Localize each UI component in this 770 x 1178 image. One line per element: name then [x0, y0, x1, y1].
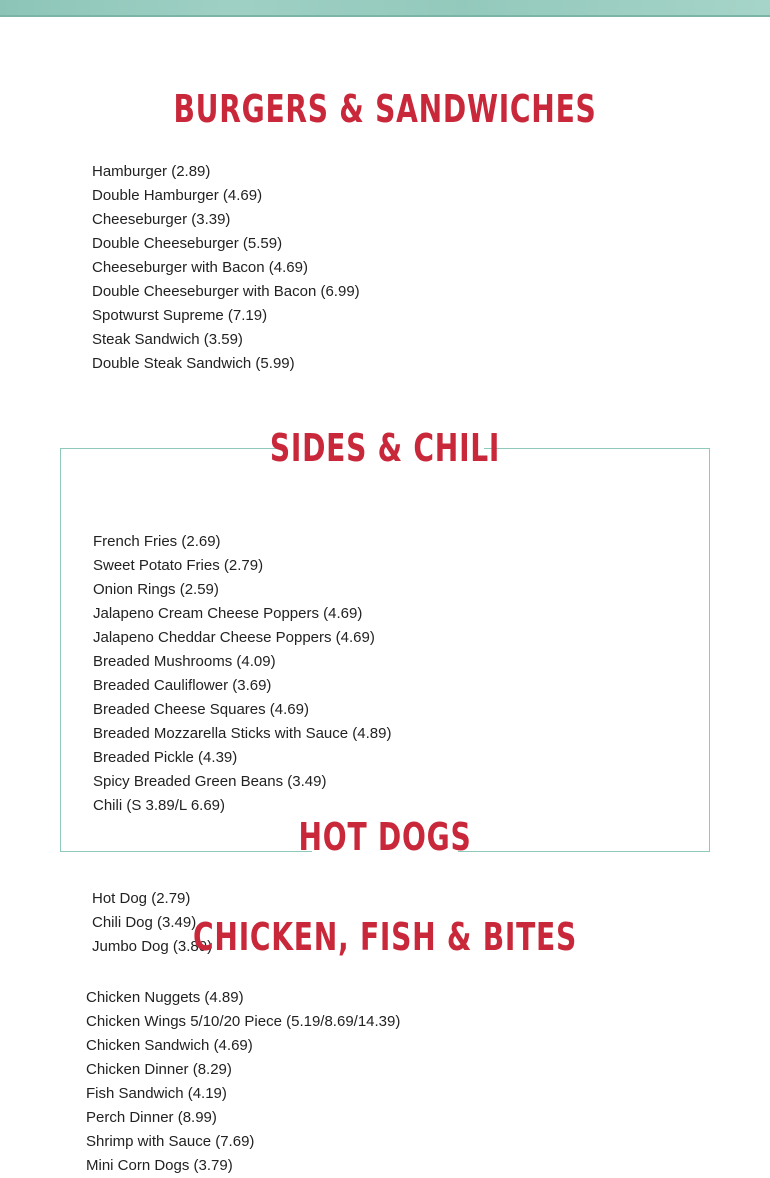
burgers-list — [92, 160, 360, 376]
section-title-burgers: BURGERS & SANDWICHES — [173, 87, 597, 131]
menu-item: Steak Sandwich (3.59) — [92, 331, 243, 348]
menu-item: Fish Sandwich (4.19) — [86, 1085, 227, 1102]
menu-item: Jalapeno Cheddar Cheese Poppers (4.69) — [93, 629, 375, 646]
menu-item: Chicken Wings 5/10/20 Piece (5.19/8.69/14.39) — [86, 1013, 401, 1030]
section-title-sides: SIDES & CHILI — [269, 426, 501, 470]
sides-list — [93, 530, 391, 818]
menu-item: Jalapeno Cream Cheese Poppers (4.69) — [93, 605, 363, 622]
menu-item: Double Hamburger (4.69) — [92, 187, 263, 204]
menu-item: Chili Dog (3.49) — [92, 914, 197, 931]
menu-item: Double Cheeseburger with Bacon (6.99) — [92, 283, 360, 300]
menu-item: Sweet Potato Fries (2.79) — [93, 557, 264, 574]
menu-item: Spotwurst Supreme (7.19) — [92, 307, 268, 324]
menu-item: Double Cheeseburger (5.59) — [92, 235, 283, 252]
menu-item: French Fries (2.69) — [93, 533, 221, 550]
menu-item: Spicy Breaded Green Beans (3.49) — [93, 773, 327, 790]
chicken-list — [86, 986, 400, 1178]
menu-item: Mini Corn Dogs (3.79) — [86, 1157, 233, 1174]
menu-item: Breaded Cheese Squares (4.69) — [93, 701, 309, 718]
menu-item: Chili (S 3.89/L 6.69) — [93, 797, 226, 814]
menu-item: Breaded Pickle (4.39) — [93, 749, 238, 766]
header-banner-image — [0, 0, 770, 17]
menu-item: Double Steak Sandwich (5.99) — [92, 355, 295, 372]
menu-item: Jumbo Dog (3.89) — [92, 938, 213, 955]
menu-item: Cheeseburger with Bacon (4.69) — [92, 259, 308, 276]
menu-item: Breaded Mushrooms (4.09) — [93, 653, 276, 670]
menu-item: Hamburger (2.89) — [92, 163, 211, 180]
menu-item: Perch Dinner (8.99) — [86, 1109, 217, 1126]
menu-item: Chicken Nuggets (4.89) — [86, 989, 244, 1006]
menu-item: Chicken Dinner (8.29) — [86, 1061, 232, 1078]
menu-item: Breaded Mozzarella Sticks with Sauce (4.89) — [93, 725, 392, 742]
section-title-chicken: CHICKEN, FISH & BITES — [193, 915, 577, 959]
menu-item: Breaded Cauliflower (3.69) — [93, 677, 272, 694]
section-title-hotdogs: HOT DOGS — [298, 815, 472, 859]
menu-item: Onion Rings (2.59) — [93, 581, 219, 598]
menu-item: Cheeseburger (3.39) — [92, 211, 231, 228]
menu-item: Chicken Sandwich (4.69) — [86, 1037, 253, 1054]
menu-item: Hot Dog (2.79) — [92, 890, 191, 907]
menu-item: Shrimp with Sauce (7.69) — [86, 1133, 255, 1150]
